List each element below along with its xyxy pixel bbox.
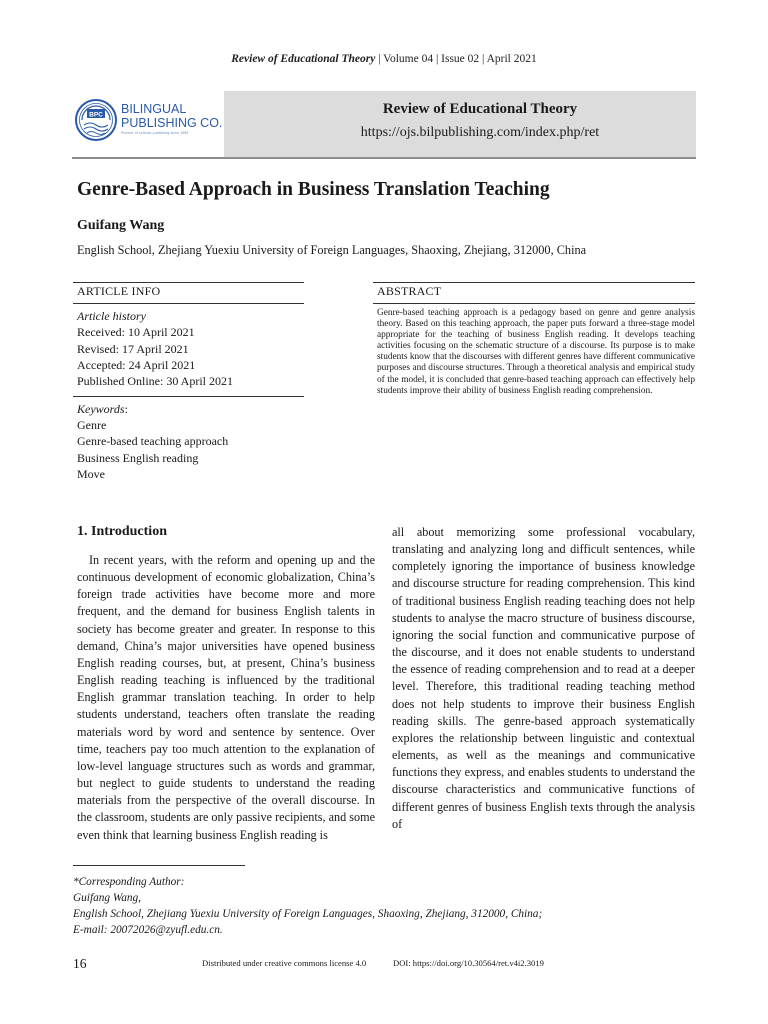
logo-emblem-text: BPC: [89, 111, 103, 119]
license-notice: Distributed under creative commons license 4.0: [202, 958, 367, 968]
keywords-heading: [77, 402, 128, 417]
keyword-item: Genre: [77, 418, 107, 432]
publisher-logo-line2: PUBLISHING CO.: [121, 116, 223, 130]
author-name: Guifang Wang: [77, 218, 165, 233]
article-info-top-rule: [73, 282, 304, 283]
journal-url-link[interactable]: https://ojs.bilpublishing.com/index.php/ret: [360, 125, 600, 140]
footnote-corresponding-label: *Corresponding Author:: [73, 876, 185, 888]
page-number: 16: [73, 956, 87, 971]
keyword-item: Genre-based teaching approach: [77, 434, 229, 448]
body-text-left-column: In recent years, with the reform and opening up and the continuous development of economic globalization, China’s foreign trade activities have become more and more frequent, and the demand for business English talents in society has become greater and greater. In response to this demand, China’s major universities have opened business English reading courses, but, at present, China’s business English reading teaching is influenced by the traditional English grammar translation teaching. In order to help students understand, teachers often translate the reading materials word by word and sentence by sentence. Over time, teachers pay too much attention to the explanation of low-level language structures such as words and grammar, but neglect to guide students to understand the reading materials from the perspective of the overall discourse. In the classroom, students are only passive recipients, and some even think that learning business English reading is: [77, 553, 375, 842]
author-affiliation: English School, Zhejiang Yuexiu University of Foreign Languages, Shaoxing, Zhejiang, 312000, China: [77, 243, 587, 257]
publisher-logo-text: [121, 102, 222, 130]
section-heading-introduction: 1. Introduction: [77, 524, 167, 539]
body-text-right-column: all about memorizing some professional vocabulary, translating and analyzing long and difficult sentences, while completely ignoring the importance of business knowledge and discourse structure for reading comprehension. This kind of traditional business English reading teaching does not help students to analyse the macro structure of business discourse, ignoring the social function and communicative purpose of the discourse, and it does not enable students to understand the essence of reading comprehension and to read at a deeper level. Therefore, this traditional reading teaching method does not help students to improve their business English reading skills. The genre-based approach systematically explores the relationship between linguistic and contextual elements, as well as the meanings and communicative functions they express, and enables students to understand the discourse characteristics and communicative functions of different genres of business English texts through the analysis of: [392, 525, 695, 831]
accepted-date: Accepted: 24 April 2021: [77, 358, 196, 372]
running-head-journal: Review of Educational Theory: [231, 53, 376, 65]
abstract-label: ABSTRACT: [377, 284, 442, 298]
abstract-text: Genre-based teaching approach is a pedagogy based on genre and genre analysis theory. Based on this teaching approach, the paper puts forward a three-stage model appropriate for the teaching of business English reading. It develops teaching activities focusing on the schematic structure of a discourse. Its purpose is to make students know that the discourses with different genres have different communicative purposes and discourse structures. Through a theoretical analysis and empirical study of the model, it is concluded that genre-based teaching approach can effectively help students improve their ability of business English reading comprehension.: [377, 308, 695, 396]
footnote-rule: [73, 865, 245, 866]
footnote-author-name: Guifang Wang,: [73, 892, 141, 904]
footnote-affiliation: English School, Zhejiang Yuexiu University of Foreign Languages, Shaoxing, Zhejiang, 312000, China;: [73, 908, 543, 920]
keywords-rule: [73, 396, 304, 397]
doi-link[interactable]: DOI: https://doi.org/10.30564/ret.v4i2.3019: [393, 958, 544, 968]
keyword-item: Business English reading: [77, 451, 199, 465]
abstract-top-rule: [373, 282, 695, 283]
publisher-logo-line1: BILINGUAL: [121, 102, 187, 116]
publisher-logo-emblem-icon: [74, 98, 118, 142]
keywords-label: Keywords: [77, 402, 125, 416]
published-date: Published Online: 30 April 2021: [77, 374, 233, 388]
paper-title: Genre-Based Approach in Business Translation Teaching: [77, 179, 550, 200]
article-history-label: Article history: [77, 309, 146, 323]
journal-title: Review of Educational Theory: [382, 101, 578, 117]
keywords-colon: :: [124, 402, 128, 416]
revised-date: Revised: 17 April 2021: [77, 342, 189, 356]
abstract-bottom-rule: [373, 303, 695, 304]
footnote-email[interactable]: E-mail: 20072026@zyufl.edu.cn.: [73, 924, 223, 936]
article-info-label: ARTICLE INFO: [77, 284, 161, 298]
article-info-bottom-rule: [73, 303, 304, 304]
received-date: Received: 10 April 2021: [77, 325, 195, 339]
running-head: [0, 53, 768, 65]
publisher-logo-tagline: Pioneer of science publishing since 1984: [121, 131, 189, 135]
running-head-details: | Volume 04 | Issue 02 | April 2021: [375, 53, 537, 65]
keyword-item: Move: [77, 467, 105, 481]
